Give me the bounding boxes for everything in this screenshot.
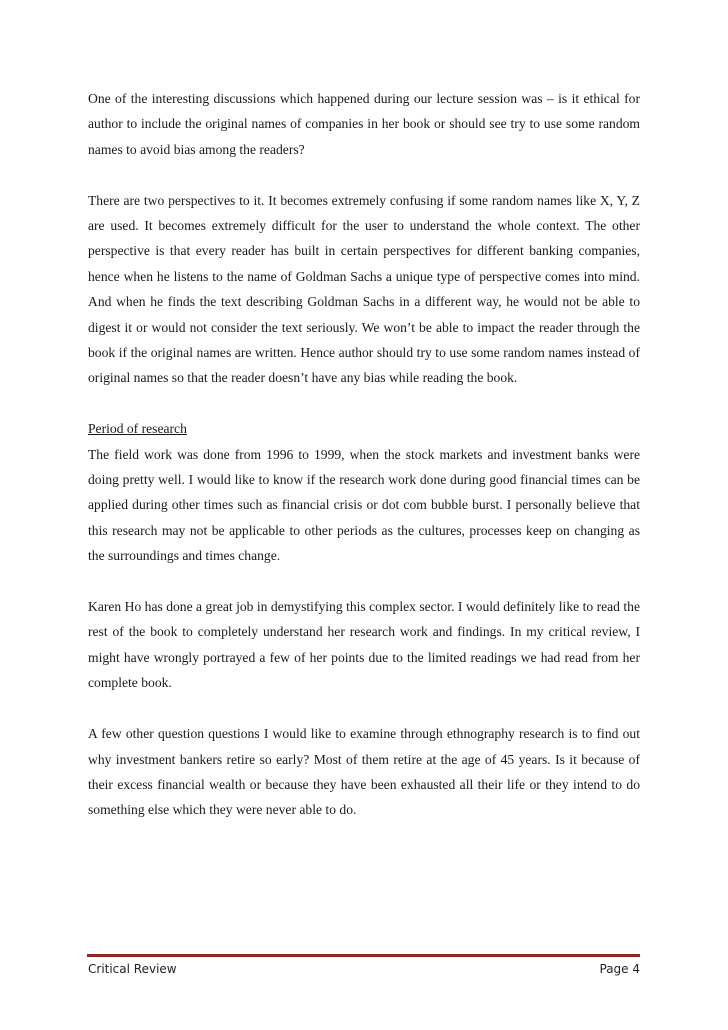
footer-page-number: Page 4	[599, 962, 640, 976]
footer-title: Critical Review	[88, 962, 177, 976]
paragraph-karen-ho: Karen Ho has done a great job in demystifying this complex sector. I would definitely like to read the rest of the book to completely understand her research work and findings. In my critical review, I might have wrongly portrayed a few of her points due to the limited readings we had read from her complete book.	[88, 599, 640, 691]
paragraph-two-perspectives: There are two perspectives to it. It becomes extremely confusing if some random names like X, Y, Z are used. It becomes extremely difficult for the user to understand the whole context. The other perspective is that every reader has built in certain perspectives for different banking companies, hence when he listens to the name of Goldman Sachs a unique type of perspective comes into mind. And when he finds the text describing Goldman Sachs in a different way, he would not be able to digest it or would not consider the text seriously. We won’t be able to impact the reader through the book if the original names are written. Hence author should try to use some random names instead of original names so that the reader doesn’t have any bias while reading the book.	[88, 192, 640, 386]
footer-divider	[87, 954, 640, 957]
paragraph-other-questions: A few other question questions I would like to examine through ethnography research is to find out why investment bankers retire so early? Most of them retire at the age of 45 years. Is it because of their excess financial wealth or because they have been exhausted all their life or they intend to do something else which they were never able to do.	[88, 726, 640, 818]
paragraph-ethics-question: One of the interesting discussions which happened during our lecture session was – is it ethical for author to include the original names of companies in her book or should see try to use some random names to avoid bias among the readers?	[88, 91, 640, 157]
section-heading-period-of-research: Period of research	[88, 421, 187, 437]
page-footer	[88, 962, 640, 976]
document-body	[88, 86, 640, 823]
paragraph-field-work: The field work was done from 1996 to 1999, when the stock markets and investment banks were doing pretty well. I would like to know if the research work done during good financial times can be applied during other times such as financial crisis or dot com bubble burst. I personally believe that this research may not be applicable to other periods as the cultures, processes keep on changing as the surroundings and times change.	[88, 446, 640, 564]
